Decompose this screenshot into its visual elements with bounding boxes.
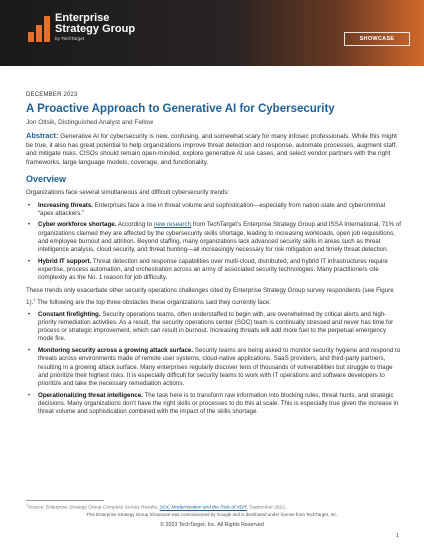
footnote-date: , September 2022. (246, 505, 287, 511)
footnote-source: Source: Enterprise Strategy Group Complete Survey Results, (27, 505, 160, 511)
publication-date: DECEMBER 2023 (26, 92, 78, 98)
challenges-intro (26, 287, 402, 306)
footnote-divider (26, 500, 104, 501)
report-header (0, 0, 424, 66)
commission-notice: This Enterprise Strategy Group Showcase was commissioned by Google and is distributed under license from TechTarget, Inc. (86, 512, 338, 517)
brand-line-3: by TechTarget (55, 36, 85, 41)
challenges-intro-text-2: The following are the top three obstacles these organizations said they currently face: (35, 298, 271, 306)
obstacles-list (26, 311, 402, 416)
obstacle-text: Security teams are being asked to monitor security hygiene and respond to threats across environments made of remote user systems, cloud-native applications, SaaS providers, and third-party partners, resulting in a growing attack surface. Many enterprises regularly discover tens of thousands of vulnerabilities but struggle to triage and prioritize their highest risks. It is especially difficult for security teams to work with IT operations and software developers to prioritize and take the necessary remediation actions. (38, 347, 401, 387)
page-number: 1 (396, 533, 400, 539)
list-item (26, 221, 402, 254)
abstract-label: Abstract: (26, 131, 59, 140)
document-body (26, 92, 402, 420)
overview-intro: Organizations face several simultaneous and difficult cybersecurity trends: (26, 189, 230, 197)
list-item (26, 392, 402, 417)
bar-chart-logo-icon (28, 16, 50, 42)
obstacle-text: The task here is to transform raw information into blocking rules, threat hunts, and strategic decisions. Many organizations don’t have the right skills or processes to do this at scale. This is especially true given the increase in threat volume and sophistication combined with the impact of the skills shortage. (38, 391, 399, 416)
author-line: Jon Oltsik, Distinguished Analyst and Fellow (26, 119, 154, 126)
showcase-badge: SHOWCASE (344, 32, 410, 46)
list-item (26, 258, 402, 283)
footnote (26, 503, 402, 511)
obstacle-text: Security operations teams, often understaffed to begin with, are overwhelmed by critical alerts and high-priority remediation activities. As a result, the security operations center (SOC) team is continually stressed and never has time for process or strategic improvement, which can result in burnout. Increasing threats will add more fuel to the perpetual emergency mode fire. (38, 310, 394, 343)
brand-line-2: Strategy Group (55, 23, 136, 35)
obstacle-heading: Constant firefighting. (38, 310, 101, 318)
trend-text: Enterprises face a rise in threat volume and sophistication—especially from nation-state and cybercriminal “apex attackers.” (38, 201, 386, 217)
footnote-number: 1 (26, 503, 28, 507)
copyright-notice: © 2023 TechTarget, Inc. All Rights Reserved (160, 522, 264, 528)
list-item (26, 347, 402, 388)
trend-heading: Hybrid IT support. (38, 257, 92, 265)
trend-heading: Increasing threats. (38, 201, 94, 209)
abstract-paragraph (26, 132, 402, 167)
list-item (26, 311, 402, 344)
challenges-intro-text: These trends only exacerbate other security operations challenges cited by Enterprise Strategy Group survey respondents (see Figure 1). (26, 287, 394, 306)
obstacle-heading: Monitoring security across a growing attack surface. (38, 347, 194, 355)
footnote-ref: 1 (33, 296, 36, 302)
trend-heading: Cyber workforce shortage. (38, 221, 117, 229)
brand-line-1: Enterprise (55, 12, 110, 24)
new-research-link[interactable]: new research (153, 221, 192, 229)
document-title: A Proactive Approach to Generative AI for Cybersecurity (26, 103, 335, 115)
abstract-text: Generative AI for cybersecurity is new, confusing, and somewhat scary for many infosec professionals. While this might be true, it also has great potential to help organizations improve threat detection and response, automate processes, augment staff, and mitigate risks. CISOs should remain open-minded, explore generative AI use cases, and select vendor partners with the right frameworks, large language models, coverage, and functionality. (26, 133, 398, 166)
trends-list (26, 202, 402, 283)
esg-logo (28, 13, 135, 42)
overview-heading: Overview (26, 174, 67, 185)
trend-text-pre: According to (116, 221, 154, 229)
list-item (26, 202, 402, 218)
trend-text: Threat detection and response capabilities over multi-cloud, distributed, and hybrid IT infrastructures require expertise, process automation, and orchestration across an army of associated security technologies. Many practitioners cite complexity as the No. 1 reason for job difficulty. (38, 257, 388, 282)
footnote-link[interactable]: SOC Modernization and the Role of XDR (159, 505, 247, 511)
trend-text: from TechTarget’s Enterprise Strategy Group and ISSA International, 71% of organizations claimed they are affected by the cybersecurity skills shortage, leading to increasing workloads, open job requisitions, and employee burnout and attrition. Beyond staffing, many organizations lack advanced security skills in areas such as threat intelligence analysis, cloud security, and threat hunting—all increasingly necessary for risk mitigation and timely threat detection. (38, 221, 401, 254)
obstacle-heading: Operationalizing threat intelligence. (38, 391, 143, 399)
